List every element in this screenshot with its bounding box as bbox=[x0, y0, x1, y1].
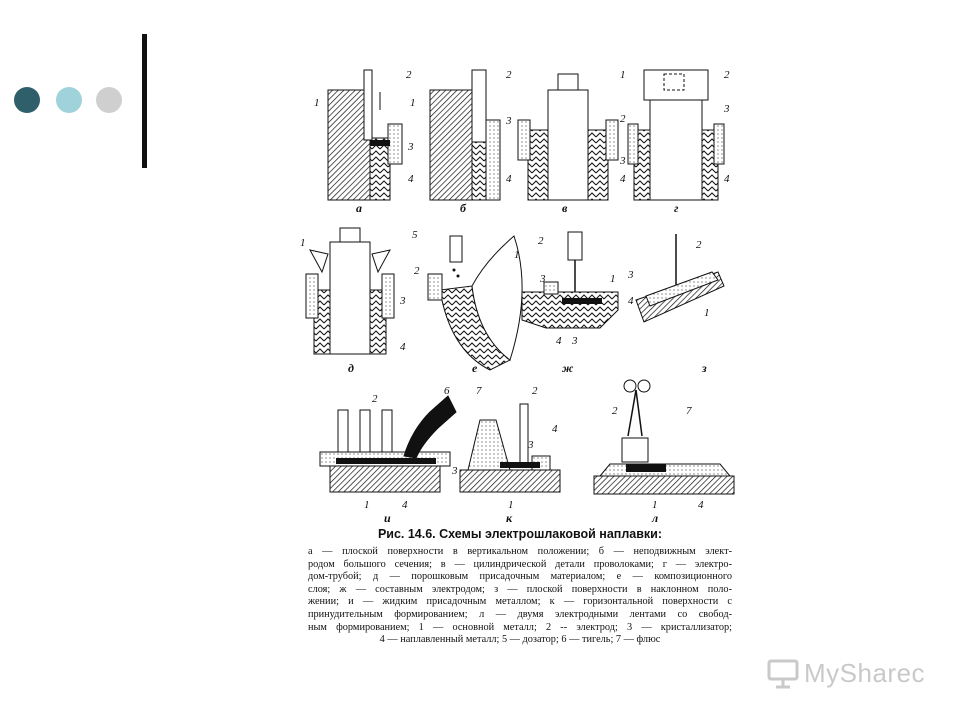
panel-a-label-3: 3 bbox=[408, 141, 414, 153]
panel-v-label-2: 2 bbox=[620, 113, 626, 125]
panel-i-label-1: 1 bbox=[364, 499, 370, 511]
panel-l bbox=[594, 380, 734, 525]
panel-b-label-1: 1 bbox=[410, 97, 416, 109]
panel-l-letter: л bbox=[652, 511, 659, 525]
figure-diagrams bbox=[300, 60, 740, 525]
figure-scan bbox=[300, 60, 740, 660]
panel-zh-label-2: 2 bbox=[538, 235, 544, 247]
decor-dot-gray bbox=[96, 87, 122, 113]
caption-line: слоя; ж — составным электродом; з — плоской поверхности в наклонном поло- bbox=[308, 583, 732, 595]
panel-b bbox=[410, 69, 512, 215]
panel-k-letter: к bbox=[506, 511, 513, 525]
panel-z-label-2: 2 bbox=[696, 239, 702, 251]
panel-v-label-4: 4 bbox=[620, 173, 626, 185]
panel-i-label-6: 6 bbox=[444, 385, 450, 397]
panel-zh-label-3b: 3 bbox=[572, 335, 578, 347]
panel-i-label-3: 3 bbox=[452, 465, 458, 477]
panel-e bbox=[412, 229, 522, 375]
caption-line: дом-трубой; д — порошковым присадочным материалом; е — композиционного bbox=[308, 571, 732, 583]
panel-b-label-3: 3 bbox=[506, 115, 512, 127]
panel-zh-label-4: 4 bbox=[556, 335, 562, 347]
panel-i-label-4: 4 bbox=[402, 499, 408, 511]
watermark bbox=[766, 656, 926, 692]
panel-e-label-1: 1 bbox=[514, 249, 520, 261]
panel-d bbox=[300, 228, 406, 375]
caption-line: жении; и — жидким присадочным металлом; к — горизонтальной поверхности с bbox=[308, 596, 732, 608]
panel-k-label-3: 3 bbox=[528, 439, 534, 451]
panel-zh-label-1: 1 bbox=[610, 273, 616, 285]
panel-k-label-2: 2 bbox=[532, 385, 538, 397]
panel-a-letter: а bbox=[356, 201, 362, 215]
caption-line: ным формированием; 1 — основной металл; 2 -- электрод; 3 — кристаллизатор; bbox=[308, 621, 732, 633]
panel-e-label-2: 2 bbox=[414, 265, 420, 277]
panel-b-letter: б bbox=[460, 201, 466, 215]
caption-line: родом большого сечения; в — цилиндрической детали проволоками; г — электро- bbox=[308, 558, 732, 570]
panel-g-letter: г bbox=[674, 201, 679, 215]
panel-l-label-2: 2 bbox=[612, 405, 618, 417]
figure-caption-title: Рис. 14.6. Схемы электрошлаковой наплавки: bbox=[377, 527, 663, 541]
watermark-text: MySharec bbox=[804, 658, 926, 688]
panel-zh-label-3a: 3 bbox=[540, 273, 546, 285]
panel-z-label-4: 4 bbox=[628, 295, 634, 307]
projector-screen-icon bbox=[766, 656, 800, 690]
panel-g-label-4: 4 bbox=[724, 173, 730, 185]
panel-l-label-7: 7 bbox=[686, 405, 692, 417]
panel-a-label-1: 1 bbox=[314, 97, 320, 109]
panel-v bbox=[518, 69, 626, 215]
panel-e-letter: е bbox=[472, 361, 478, 375]
panel-g-label-2: 2 bbox=[724, 69, 730, 81]
panel-k-label-7: 7 bbox=[476, 385, 482, 397]
panel-b-label-4: 4 bbox=[506, 173, 512, 185]
panel-k bbox=[460, 385, 560, 525]
panel-l-label-1: 1 bbox=[652, 499, 658, 511]
panel-zh-letter: ж bbox=[562, 361, 574, 375]
panel-i-letter: и bbox=[384, 511, 391, 525]
panel-v-label-1: 1 bbox=[620, 69, 626, 81]
figure-caption-body bbox=[308, 546, 732, 647]
decor-vertical-bar bbox=[142, 34, 147, 168]
panel-i-label-2: 2 bbox=[372, 393, 378, 405]
panel-z-label-1: 1 bbox=[704, 307, 710, 319]
panel-d-label-4: 4 bbox=[400, 341, 406, 353]
panel-d-label-3: 3 bbox=[400, 295, 406, 307]
panel-b-label-2: 2 bbox=[506, 69, 512, 81]
panel-d-letter: д bbox=[348, 361, 354, 375]
panel-e-label-5: 5 bbox=[412, 229, 418, 241]
panel-z-label-3: 3 bbox=[628, 269, 634, 281]
panel-v-label-3: 3 bbox=[620, 155, 626, 167]
panel-v-letter: в bbox=[562, 201, 568, 215]
panel-l-label-4: 4 bbox=[698, 499, 704, 511]
panel-k-label-1: 1 bbox=[508, 499, 514, 511]
panel-a-label-2: 2 bbox=[406, 69, 412, 81]
caption-line: 4 — наплавленный металл; 5 — дозатор; 6 — тигель; 7 — флюс bbox=[379, 634, 661, 646]
decor-dot-dark bbox=[14, 87, 40, 113]
panel-k-label-4: 4 bbox=[552, 423, 558, 435]
panel-i bbox=[320, 385, 458, 525]
panel-z bbox=[627, 234, 724, 375]
panel-g bbox=[628, 69, 730, 215]
panel-z-letter: з bbox=[702, 361, 707, 375]
panel-zh bbox=[522, 232, 618, 375]
panel-g-label-3: 3 bbox=[724, 103, 730, 115]
panel-a-label-4: 4 bbox=[408, 173, 414, 185]
caption-line: принудительным формированием; л — двумя электродными лентами со свобод- bbox=[308, 608, 732, 620]
panel-d-label-1: 1 bbox=[300, 237, 306, 249]
caption-line: а — плоской поверхности в вертикальном положении; б — неподвижным элект- bbox=[308, 546, 732, 557]
panel-a bbox=[314, 69, 414, 215]
decor-dot-light bbox=[56, 87, 82, 113]
